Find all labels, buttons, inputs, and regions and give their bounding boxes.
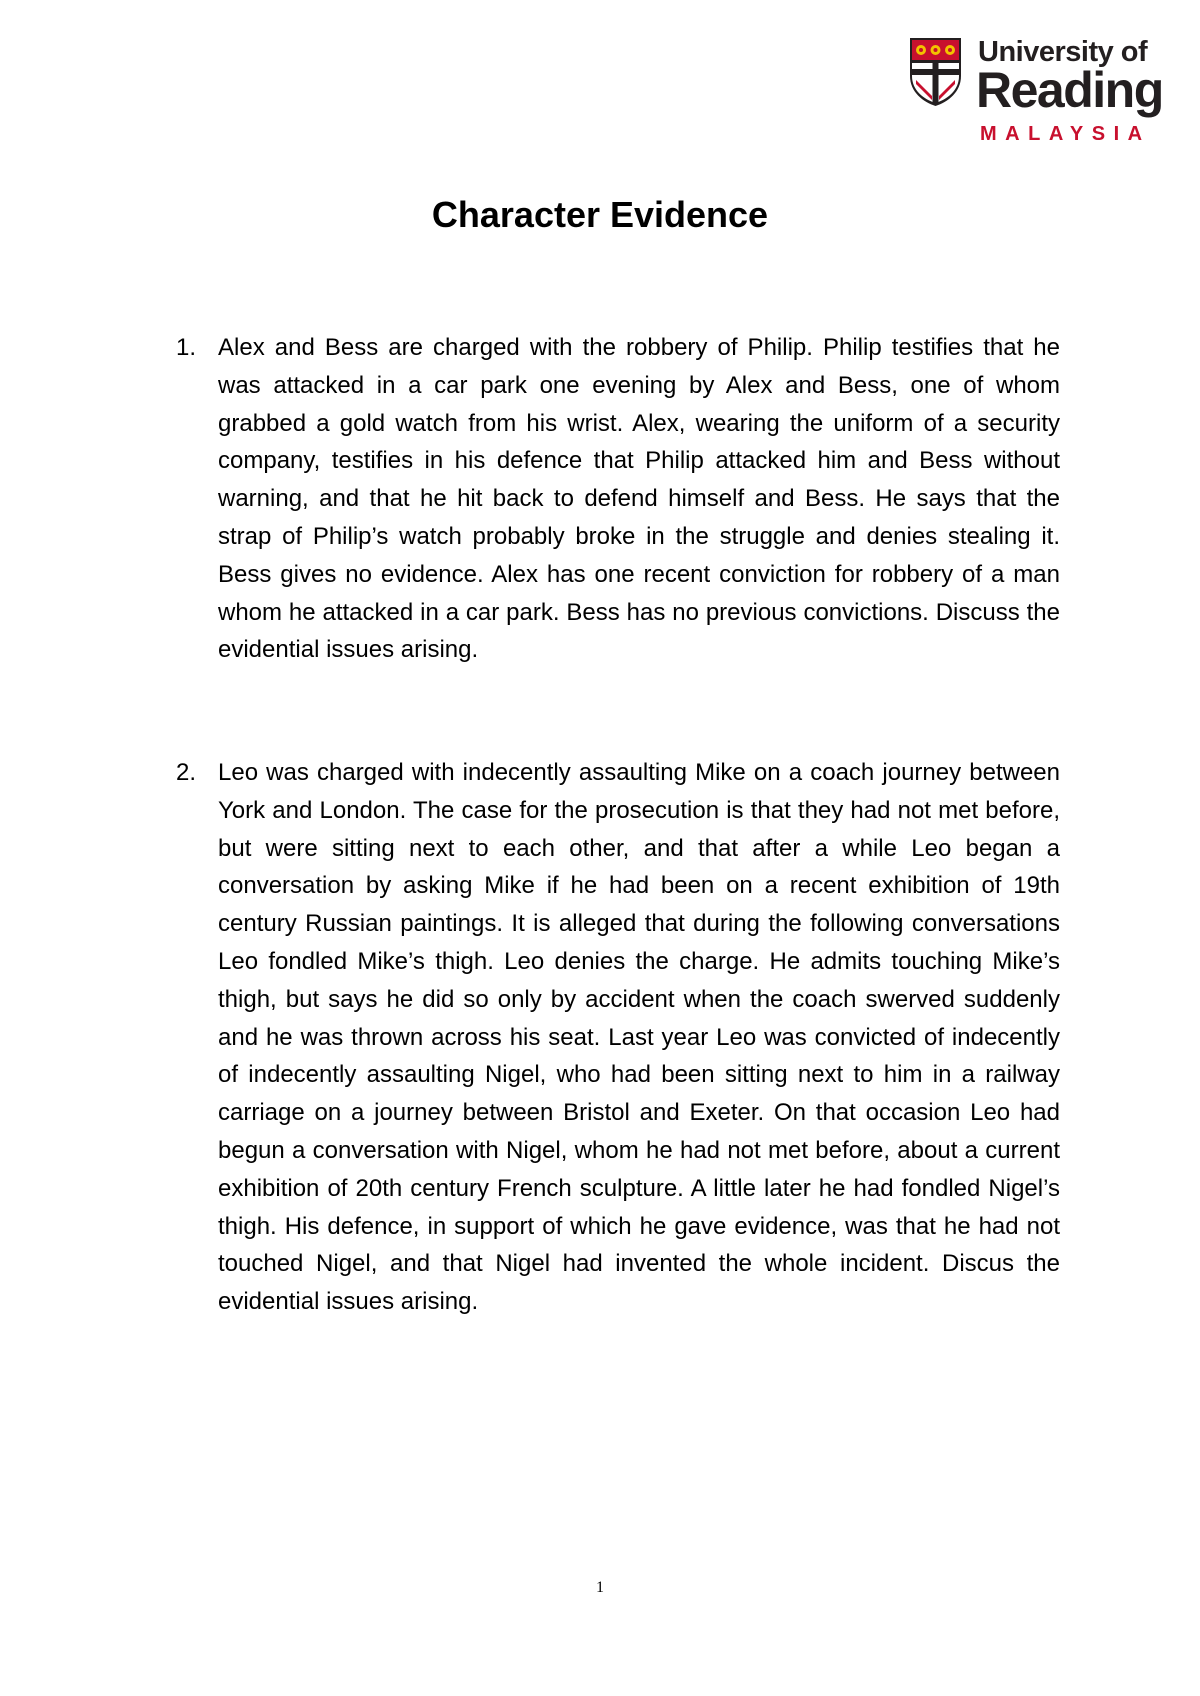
question-text: Leo was charged with indecently assaulting Mike on a coach journey between York and London. The case for the prosecution is that they had not met before, but were sitting next to each other, and that after a while Leo began a conversation by asking Mike if he had been on a recent exhibition of 19th century Russian paintings. It is alleged that during the following conversations Leo fondled Mike’s thigh. Leo denies the charge. He admits touching Mike’s thigh, but says he did so only by accident when the coach swerved suddenly and he was thrown across his seat. Last year Leo was convicted of indecently of indecently assaulting Nigel, who had been sitting next to him in a railway carriage on a journey between Bristol and Exeter. On that occasion Leo had begun a conversation with Nigel, whom he had not met before, about a current exhibition of 20th century French sculpture. A little later he had fondled Nigel’s thigh. His defence, in support of which he gave evidence, was that he had not touched Nigel, and that Nigel had invented the whole incident. Discus the evidential issues arising. [218,759,1060,1316]
question-number: 1. [176,334,197,361]
logo-reading-text: Reading [976,62,1163,118]
document-title: Character Evidence [431,194,769,235]
question-number: 2. [176,759,197,786]
university-logo [908,36,1163,146]
logo-malaysia-text: MALAYSIA [980,123,1151,145]
page-number: 1 [596,1579,604,1596]
university-crest-icon [908,36,963,108]
logo-university-text: University of [978,36,1148,68]
question-text: Alex and Bess are charged with the robbery of Philip. Philip testifies that he was attacked in a car park one evening by Alex and Bess, one of whom grabbed a gold watch from his wrist. Alex, wearing the uniform of a security company, testifies in his defence that Philip attacked him and Bess without warning, and that he hit back to defend himself and Bess. He says that the strap of Philip’s watch probably broke in the struggle and denies stealing it. Bess gives no evidence. Alex has one recent conviction for robbery of a man whom he attacked in a car park. Bess has no previous convictions. Discuss the evidential issues arising. [218,334,1060,664]
